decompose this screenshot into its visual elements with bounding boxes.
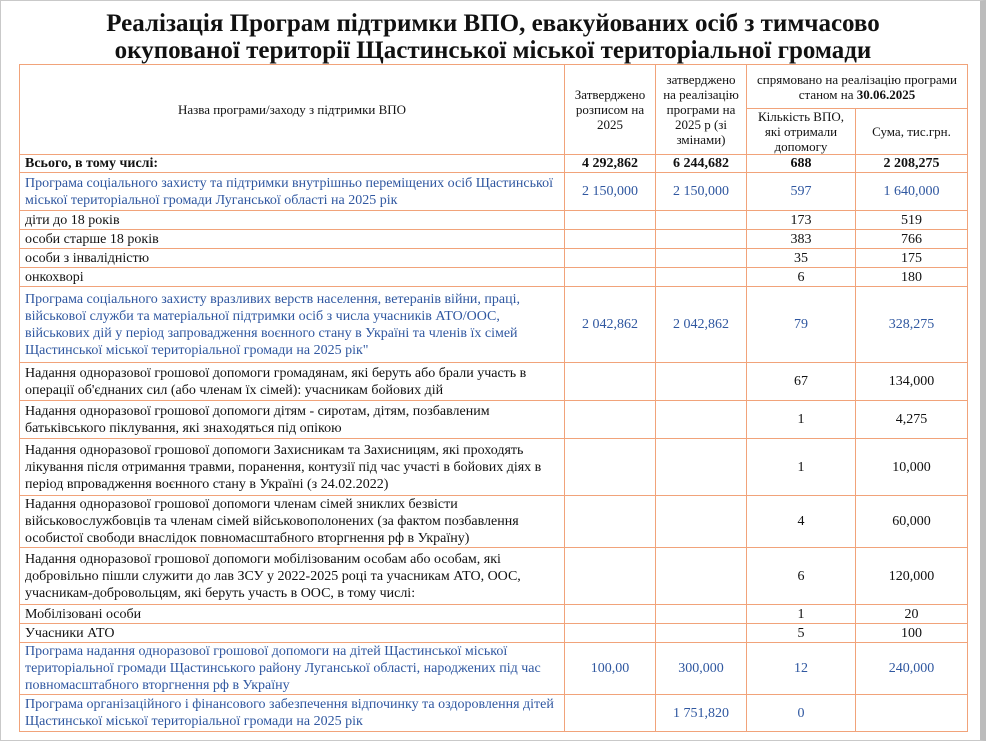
header-approved: Затверджено розписом на 2025 xyxy=(565,65,656,155)
row-approved xyxy=(565,268,656,287)
row-program-name: Надання одноразової грошової допомоги дітям - сиротам, дітям, позбавленим батьківського піклування, які знаходяться під опікою xyxy=(20,401,565,439)
row-count: 1 xyxy=(747,439,856,496)
row-count: 6 xyxy=(747,548,856,605)
header-approved-changes: затверджено на реалізацію програми на 2025 р (зі змінами) xyxy=(656,65,747,155)
row-approved xyxy=(565,496,656,548)
row-sum: 20 xyxy=(856,605,968,624)
row-approved xyxy=(565,211,656,230)
row-sum: 2 208,275 xyxy=(856,155,968,173)
row-sum: 120,000 xyxy=(856,548,968,605)
row-count: 5 xyxy=(747,624,856,643)
row-program-name: Надання одноразової грошової допомоги членам сімей зниклих безвісти військовослужбовців та членам сімей військовополонених (за фактом позбавлення особистої свободи внаслідок повномасштабного вторгнення рф в Україну) xyxy=(20,496,565,548)
table-row xyxy=(20,249,968,268)
row-count: 688 xyxy=(747,155,856,173)
row-count: 173 xyxy=(747,211,856,230)
row-approved-changes xyxy=(656,363,747,401)
row-sum: 60,000 xyxy=(856,496,968,548)
row-sum xyxy=(856,695,968,732)
row-program-name: Програма соціального захисту вразливих верств населення, ветеранів війни, праці, військової служби та матеріальної підтримки осіб з числа учасників АТО/ООС, військових дій у період запровадження воєнного стану в Україні та членів їх сімей Щастинської міської територіальної громади на 2025 рік" xyxy=(20,287,565,363)
vpo-programs-table xyxy=(19,64,968,732)
table-row xyxy=(20,605,968,624)
row-sum: 10,000 xyxy=(856,439,968,496)
row-program-name: Надання одноразової грошової допомоги мобілізованим особам або особам, які добровільно пішли служити до лав ЗСУ у 2022-2025 році та учасникам АТО, ООС, учасникам-добровольцям, які беруть участь в ООС, в тому числі: xyxy=(20,548,565,605)
table-row xyxy=(20,401,968,439)
row-program-name: Програма організаційного і фінансового забезпечення відпочинку та оздоровлення дітей Щастинської міської територіальної громади на 2025 рік xyxy=(20,695,565,732)
row-program-name: Надання одноразової грошової допомоги Захисникам та Захисницям, які проходять лікування після отримання травми, поранення, контузії під час участі в бойових діях в період впровадження воєнного стану в Україні (з 24.02.2022) xyxy=(20,439,565,496)
row-sum: 134,000 xyxy=(856,363,968,401)
row-approved xyxy=(565,249,656,268)
header-program-name: Назва програми/заходу з підтримки ВПО xyxy=(20,65,565,155)
row-approved-changes: 2 150,000 xyxy=(656,173,747,211)
row-approved-changes xyxy=(656,548,747,605)
row-program-name: особи з інвалідністю xyxy=(20,249,565,268)
row-count: 1 xyxy=(747,401,856,439)
title-line-2: окупованої території Щастинської міської територіальної громади xyxy=(114,37,872,64)
table-row xyxy=(20,230,968,249)
row-count: 0 xyxy=(747,695,856,732)
row-approved xyxy=(565,439,656,496)
table-row xyxy=(20,268,968,287)
row-approved xyxy=(565,695,656,732)
row-approved xyxy=(565,548,656,605)
table-row xyxy=(20,496,968,548)
header-spent-date: 30.06.2025 xyxy=(856,86,916,102)
row-program-name: Мобілізовані особи xyxy=(20,605,565,624)
table-row xyxy=(20,624,968,643)
row-sum: 1 640,000 xyxy=(856,173,968,211)
row-sum: 519 xyxy=(856,211,968,230)
row-approved-changes xyxy=(656,211,747,230)
row-program-name: діти до 18 років xyxy=(20,211,565,230)
row-approved xyxy=(565,624,656,643)
row-approved: 4 292,862 xyxy=(565,155,656,173)
row-count: 1 xyxy=(747,605,856,624)
table-row xyxy=(20,548,968,605)
row-approved-changes xyxy=(656,401,747,439)
row-approved: 2 150,000 xyxy=(565,173,656,211)
row-count: 35 xyxy=(747,249,856,268)
row-count: 4 xyxy=(747,496,856,548)
row-program-name: Надання одноразової грошової допомоги громадянам, які беруть або брали участь в операції об'єднаних сил (або членам їх сімей): учасникам бойових дій xyxy=(20,363,565,401)
title-line-1: Реалізація Програм підтримки ВПО, евакуйованих осіб з тимчасово xyxy=(106,10,880,37)
row-approved-changes xyxy=(656,249,747,268)
row-program-name: онкохворі xyxy=(20,268,565,287)
header-spent-prefix: спрямовано на реалізацію програми станом на xyxy=(757,71,957,102)
row-program-name: Всього, в тому числі: xyxy=(20,155,565,173)
row-approved-changes: 1 751,820 xyxy=(656,695,747,732)
page-title xyxy=(0,10,986,64)
row-approved-changes xyxy=(656,496,747,548)
row-approved-changes xyxy=(656,624,747,643)
row-approved xyxy=(565,401,656,439)
header-count: Кількість ВПО, які отримали допомогу xyxy=(747,109,856,155)
table-row xyxy=(20,695,968,732)
table-row xyxy=(20,363,968,401)
table-row xyxy=(20,439,968,496)
row-program-name: особи старше 18 років xyxy=(20,230,565,249)
row-program-name: Учасники АТО xyxy=(20,624,565,643)
row-sum: 240,000 xyxy=(856,643,968,695)
table-row xyxy=(20,287,968,363)
row-approved: 2 042,862 xyxy=(565,287,656,363)
row-sum: 328,275 xyxy=(856,287,968,363)
row-approved: 100,00 xyxy=(565,643,656,695)
row-approved-changes xyxy=(656,268,747,287)
table-row xyxy=(20,211,968,230)
row-approved-changes: 6 244,682 xyxy=(656,155,747,173)
row-count: 6 xyxy=(747,268,856,287)
row-count: 67 xyxy=(747,363,856,401)
header-spent-group xyxy=(747,65,968,109)
row-approved xyxy=(565,230,656,249)
row-sum: 4,275 xyxy=(856,401,968,439)
row-approved-changes: 2 042,862 xyxy=(656,287,747,363)
row-program-name: Програма надання одноразової грошової допомоги на дітей Щастинської міської територіальної громади Щастинського району Луганської області, народжених під час повномасштабного вторгнення рф в Україну xyxy=(20,643,565,695)
header-sum: Сума, тис.грн. xyxy=(856,109,968,155)
row-approved xyxy=(565,363,656,401)
row-count: 597 xyxy=(747,173,856,211)
row-approved-changes xyxy=(656,605,747,624)
row-count: 12 xyxy=(747,643,856,695)
row-approved-changes xyxy=(656,439,747,496)
row-sum: 175 xyxy=(856,249,968,268)
table-row xyxy=(20,173,968,211)
row-sum: 100 xyxy=(856,624,968,643)
row-sum: 180 xyxy=(856,268,968,287)
row-approved-changes xyxy=(656,230,747,249)
row-approved xyxy=(565,605,656,624)
row-sum: 766 xyxy=(856,230,968,249)
row-approved-changes: 300,000 xyxy=(656,643,747,695)
row-program-name: Програма соціального захисту та підтримки внутрішньо переміщених осіб Щастинської міської територіальної громади Луганської області на 2025 рік xyxy=(20,173,565,211)
row-count: 79 xyxy=(747,287,856,363)
table-row xyxy=(20,155,968,173)
table-row xyxy=(20,643,968,695)
row-count: 383 xyxy=(747,230,856,249)
